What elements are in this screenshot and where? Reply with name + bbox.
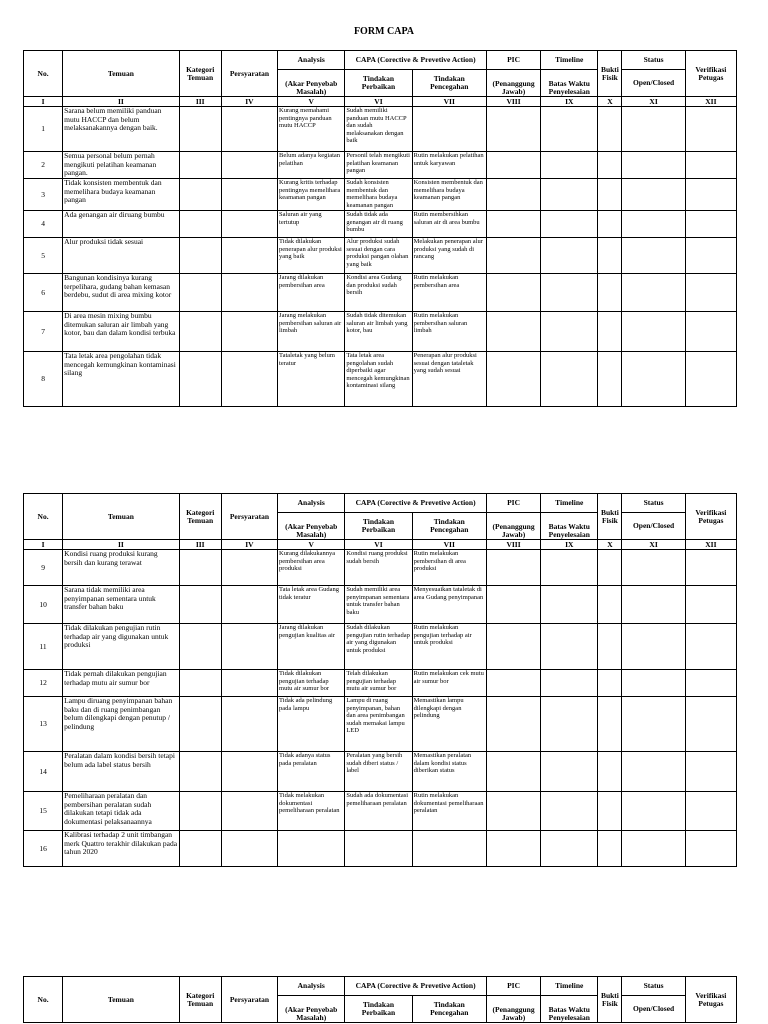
temuan-cell: Tidak konsisten membentuk dan memelihara budaya keamanan pangan — [63, 179, 179, 211]
bukti-fisik-cell — [598, 211, 622, 238]
column-number: VII — [412, 540, 486, 550]
bukti-fisik-cell — [598, 831, 622, 867]
header-verifikasi: Verifikasi Petugas — [685, 51, 736, 97]
status-cell — [622, 211, 685, 238]
roman-numeral-row — [24, 97, 737, 107]
tindakan-pencegahan-cell: Memastikan peralatan dalam kondisi status diberikan status — [412, 752, 486, 792]
header-tindakan-perbaikan: Tindakan Perbaikan — [345, 70, 412, 97]
pic-cell — [486, 211, 540, 238]
persyaratan-cell — [221, 274, 277, 312]
timeline-cell — [541, 107, 598, 152]
form-title: FORM CAPA — [353, 26, 415, 37]
temuan-cell: Tata letak area pengolahan tidak mencegah kemungkinan kontaminasi silang — [63, 352, 179, 407]
persyaratan-cell — [221, 312, 277, 352]
pic-cell — [486, 274, 540, 312]
timeline-cell — [541, 624, 598, 670]
column-number: XI — [622, 97, 685, 107]
row-number: 4 — [24, 211, 63, 238]
persyaratan-cell — [221, 586, 277, 624]
verifikasi-cell — [685, 550, 736, 586]
status-cell — [622, 312, 685, 352]
tindakan-perbaikan-cell: Alur produksi sudah sesuai dengan cara produksi pangan olahan yang baik — [345, 238, 412, 274]
header-tindakan-pencegahan: Tindakan Pencegahan — [412, 70, 486, 97]
header-status-sub: Open/Closed — [622, 70, 685, 97]
bukti-fisik-cell — [598, 792, 622, 831]
timeline-cell — [541, 792, 598, 831]
bukti-fisik-cell — [598, 312, 622, 352]
verifikasi-cell — [685, 792, 736, 831]
column-number: IX — [541, 97, 598, 107]
persyaratan-cell — [221, 238, 277, 274]
timeline-cell — [541, 238, 598, 274]
table-row — [24, 274, 737, 312]
persyaratan-cell — [221, 792, 277, 831]
header-status: Status — [622, 51, 685, 70]
row-number: 13 — [24, 697, 63, 752]
temuan-cell: Di area mesin mixing bumbu ditemukan saluran air limbah yang kotor, bau dan dalam kondisi terbuka — [63, 312, 179, 352]
table-row — [24, 312, 737, 352]
timeline-cell — [541, 550, 598, 586]
table-row — [24, 550, 737, 586]
tindakan-pencegahan-cell: Rutin melakukan pelatihan untuk karyawan — [412, 152, 486, 179]
row-number: 6 — [24, 274, 63, 312]
header-bukti-fisik: Bukti Fisik — [598, 494, 622, 540]
tindakan-pencegahan-cell: Menyesuaikan tataletak di area Gudang penyimpanan — [412, 586, 486, 624]
persyaratan-cell — [221, 752, 277, 792]
timeline-cell — [541, 211, 598, 238]
pic-cell — [486, 624, 540, 670]
tindakan-pencegahan-cell: Rutin melakukan pembersihan saluran limbah — [412, 312, 486, 352]
header-no: No. — [24, 977, 63, 1023]
persyaratan-cell — [221, 831, 277, 867]
temuan-cell: Bangunan kondisinya kurang terpelihara, gudang bahan kemasan berdebu, sudut di area mixing kotor — [63, 274, 179, 312]
pic-cell — [486, 179, 540, 211]
row-number: 7 — [24, 312, 63, 352]
header-tindakan-pencegahan: Tindakan Pencegahan — [412, 996, 486, 1023]
temuan-cell: Sarana belum memiliki panduan mutu HACCP dan belum melaksanakannya dengan baik. — [63, 107, 179, 152]
status-cell — [622, 550, 685, 586]
header-analysis-sub: (Akar Penyebab Masalah) — [278, 513, 345, 540]
status-cell — [622, 752, 685, 792]
verifikasi-cell — [685, 312, 736, 352]
tindakan-perbaikan-cell: Sudah memiliki area penyimpanan sementara untuk transfer bahan baku — [345, 586, 412, 624]
timeline-cell — [541, 352, 598, 407]
header-bukti-fisik: Bukti Fisik — [598, 51, 622, 97]
tindakan-perbaikan-cell: Peralatan yang bersih sudah diberi status / label — [345, 752, 412, 792]
tindakan-perbaikan-cell: Sudah dilakukan pengujian rutin terhadap air yang digunakan untuk produksi — [345, 624, 412, 670]
bukti-fisik-cell — [598, 550, 622, 586]
status-cell — [622, 831, 685, 867]
table-row — [24, 586, 737, 624]
tindakan-pencegahan-cell: Penerapan alur produksi sesuai dengan tataletak yang sudah sesuai — [412, 352, 486, 407]
column-number: V — [278, 540, 345, 550]
pic-cell — [486, 312, 540, 352]
timeline-cell — [541, 152, 598, 179]
header-timeline-sub: Batas Waktu Penyelesaian — [541, 996, 598, 1023]
verifikasi-cell — [685, 274, 736, 312]
analysis-cell: Belum adanya kegiatan pelatihan — [278, 152, 345, 179]
status-cell — [622, 179, 685, 211]
bukti-fisik-cell — [598, 238, 622, 274]
header-pic-sub: (Penanggung Jawab) — [486, 996, 540, 1023]
timeline-cell — [541, 831, 598, 867]
persyaratan-cell — [221, 352, 277, 407]
header-status: Status — [622, 977, 685, 996]
header-no: No. — [24, 51, 63, 97]
column-number: VII — [412, 97, 486, 107]
tindakan-pencegahan-cell: Memastikan lampu dilengkapi dengan pelindung — [412, 697, 486, 752]
kategori-cell — [179, 352, 221, 407]
kategori-cell — [179, 550, 221, 586]
tindakan-pencegahan-cell — [412, 831, 486, 867]
tindakan-pencegahan-cell: Rutin melakukan dokumentasi pemeliharaan peralatan — [412, 792, 486, 831]
column-number: I — [24, 97, 63, 107]
status-cell — [622, 274, 685, 312]
timeline-cell — [541, 670, 598, 697]
temuan-cell: Kondisi ruang produksi kurang bersih dan kurang terawat — [63, 550, 179, 586]
header-kategori: Kategori Temuan — [179, 977, 221, 1023]
header-analysis: Analysis — [278, 494, 345, 513]
analysis-cell: Tata letak area Gudang tidak teratur — [278, 586, 345, 624]
header-persyaratan: Persyaratan — [221, 977, 277, 1023]
bukti-fisik-cell — [598, 107, 622, 152]
capa-table — [23, 976, 737, 1023]
kategori-cell — [179, 624, 221, 670]
kategori-cell — [179, 274, 221, 312]
header-pic: PIC — [486, 51, 540, 70]
header-status-sub: Open/Closed — [622, 513, 685, 540]
tindakan-pencegahan-cell: Rutin membersihkan saluran air di area bumbu — [412, 211, 486, 238]
bukti-fisik-cell — [598, 670, 622, 697]
persyaratan-cell — [221, 697, 277, 752]
tindakan-perbaikan-cell: Kondisi ruang produksi sudah bersih — [345, 550, 412, 586]
roman-numeral-row — [24, 540, 737, 550]
bukti-fisik-cell — [598, 352, 622, 407]
table-row — [24, 179, 737, 211]
analysis-cell: Saluran air yang tertutup — [278, 211, 345, 238]
analysis-cell: Tidak dilakukan penerapan alur produksi yang baik — [278, 238, 345, 274]
column-number: III — [179, 97, 221, 107]
column-number: II — [63, 540, 179, 550]
column-number: V — [278, 97, 345, 107]
analysis-cell: Tidak melakukan dokumentasi pemeliharaan peralatan — [278, 792, 345, 831]
tindakan-perbaikan-cell: Sudah tidak ada genangan air di ruang bumbu — [345, 211, 412, 238]
verifikasi-cell — [685, 586, 736, 624]
analysis-cell: Tataletak yang belum teratur — [278, 352, 345, 407]
row-number: 10 — [24, 586, 63, 624]
bukti-fisik-cell — [598, 624, 622, 670]
persyaratan-cell — [221, 179, 277, 211]
header-persyaratan: Persyaratan — [221, 494, 277, 540]
row-number: 14 — [24, 752, 63, 792]
tindakan-perbaikan-cell: Sudah tidak ditemukan saluran air limbah yang kotor, bau — [345, 312, 412, 352]
table-row — [24, 211, 737, 238]
tindakan-perbaikan-cell: Sudah konsisten membentuk dan memelihara budaya keamanan pangan — [345, 179, 412, 211]
pic-cell — [486, 550, 540, 586]
row-number: 9 — [24, 550, 63, 586]
header-verifikasi: Verifikasi Petugas — [685, 494, 736, 540]
capa-table — [23, 50, 737, 407]
timeline-cell — [541, 179, 598, 211]
verifikasi-cell — [685, 238, 736, 274]
verifikasi-cell — [685, 352, 736, 407]
header-pic: PIC — [486, 977, 540, 996]
column-number: III — [179, 540, 221, 550]
bukti-fisik-cell — [598, 752, 622, 792]
tindakan-pencegahan-cell: Rutin melakukan pembersihan area — [412, 274, 486, 312]
column-number: XI — [622, 540, 685, 550]
verifikasi-cell — [685, 624, 736, 670]
kategori-cell — [179, 697, 221, 752]
status-cell — [622, 792, 685, 831]
column-number: VI — [345, 97, 412, 107]
tindakan-perbaikan-cell: Sudah ada dokumentasi pemeliharaan peralatan — [345, 792, 412, 831]
timeline-cell — [541, 697, 598, 752]
tindakan-perbaikan-cell: Sudah memiliki panduan mutu HACCP dan sudah melaksanakan dengan baik — [345, 107, 412, 152]
column-number: X — [598, 540, 622, 550]
tindakan-perbaikan-cell: Tata letak area pengolahan sudah diperbaiki agar mencegah kemungkinan kontaminasi silang — [345, 352, 412, 407]
tindakan-pencegahan-cell: Rutin melakukan pengujian terhadap air untuk produksi — [412, 624, 486, 670]
verifikasi-cell — [685, 697, 736, 752]
temuan-cell: Alur produksi tidak sesuai — [63, 238, 179, 274]
kategori-cell — [179, 792, 221, 831]
column-number: IX — [541, 540, 598, 550]
temuan-cell: Tidak dilakukan pengujian rutin terhadap air yang digunakan untuk produksi — [63, 624, 179, 670]
pic-cell — [486, 752, 540, 792]
column-number: XII — [685, 97, 736, 107]
column-number: II — [63, 97, 179, 107]
kategori-cell — [179, 179, 221, 211]
header-kategori: Kategori Temuan — [179, 494, 221, 540]
temuan-cell: Semua personal belum pernah mengikuti pelatihan keamanan pangan. — [63, 152, 179, 179]
verifikasi-cell — [685, 670, 736, 697]
header-tindakan-perbaikan: Tindakan Perbaikan — [345, 996, 412, 1023]
verifikasi-cell — [685, 831, 736, 867]
header-analysis: Analysis — [278, 977, 345, 996]
kategori-cell — [179, 586, 221, 624]
pic-cell — [486, 831, 540, 867]
timeline-cell — [541, 586, 598, 624]
analysis-cell: Jarang dilakukan pengujian kualitas air — [278, 624, 345, 670]
status-cell — [622, 586, 685, 624]
analysis-cell: Jarang dilakukan pembersihan area — [278, 274, 345, 312]
tindakan-pencegahan-cell: Konsisten membentuk dan memelihara budaya keamanan pangan — [412, 179, 486, 211]
tindakan-pencegahan-cell: Melakukan penerapan alur produksi yang sudah di rancang — [412, 238, 486, 274]
bukti-fisik-cell — [598, 179, 622, 211]
pic-cell — [486, 792, 540, 831]
pic-cell — [486, 697, 540, 752]
temuan-cell: Tidak pernah dilakukan pengujian terhadap mutu air sumur bor — [63, 670, 179, 697]
persyaratan-cell — [221, 670, 277, 697]
kategori-cell — [179, 670, 221, 697]
tindakan-pencegahan-cell: Rutin melakukan cek mutu air sumur bor — [412, 670, 486, 697]
row-number: 3 — [24, 179, 63, 211]
bukti-fisik-cell — [598, 697, 622, 752]
row-number: 5 — [24, 238, 63, 274]
verifikasi-cell — [685, 211, 736, 238]
tindakan-pencegahan-cell — [412, 107, 486, 152]
verifikasi-cell — [685, 179, 736, 211]
table-row — [24, 352, 737, 407]
table-row — [24, 792, 737, 831]
analysis-cell: Jarang melakukan pembersihan saluran air limbah — [278, 312, 345, 352]
analysis-cell: Kurang memahami pentingnya panduan mutu HACCP — [278, 107, 345, 152]
kategori-cell — [179, 211, 221, 238]
kategori-cell — [179, 107, 221, 152]
column-number: VIII — [486, 97, 540, 107]
timeline-cell — [541, 752, 598, 792]
temuan-cell: Pemeliharaan peralatan dan pembersihan peralatan sudah dilakukan tetapi tidak ada dokumentasi pelaksanaannya — [63, 792, 179, 831]
persyaratan-cell — [221, 152, 277, 179]
tindakan-perbaikan-cell: Kondisi area Gudang dan produksi sudah bersih — [345, 274, 412, 312]
status-cell — [622, 152, 685, 179]
header-temuan: Temuan — [63, 977, 179, 1023]
temuan-cell: Kalibrasi terhadap 2 unit timbangan merk Quattro terakhir dilakukan pada tahun 2020 — [63, 831, 179, 867]
header-persyaratan: Persyaratan — [221, 51, 277, 97]
header-tindakan-pencegahan: Tindakan Pencegahan — [412, 513, 486, 540]
kategori-cell — [179, 752, 221, 792]
table-row — [24, 670, 737, 697]
temuan-cell: Sarana tidak memiliki area penyimpanan sementara untuk transfer bahan baku — [63, 586, 179, 624]
header-analysis-sub: (Akar Penyebab Masalah) — [278, 996, 345, 1023]
tindakan-perbaikan-cell: Personil telah mengikuti pelatihan keamanan pangan — [345, 152, 412, 179]
table-row — [24, 238, 737, 274]
table-row — [24, 752, 737, 792]
table-row — [24, 107, 737, 152]
verifikasi-cell — [685, 107, 736, 152]
header-timeline: Timeline — [541, 977, 598, 996]
bukti-fisik-cell — [598, 586, 622, 624]
row-number: 16 — [24, 831, 63, 867]
kategori-cell — [179, 831, 221, 867]
table-row — [24, 624, 737, 670]
header-capa: CAPA (Corective & Prevetive Action) — [345, 51, 487, 70]
row-number: 11 — [24, 624, 63, 670]
capa-table — [23, 493, 737, 867]
header-verifikasi: Verifikasi Petugas — [685, 977, 736, 1023]
status-cell — [622, 107, 685, 152]
header-tindakan-perbaikan: Tindakan Perbaikan — [345, 513, 412, 540]
table-row — [24, 697, 737, 752]
header-timeline: Timeline — [541, 51, 598, 70]
header-pic: PIC — [486, 494, 540, 513]
header-no: No. — [24, 494, 63, 540]
tindakan-perbaikan-cell: Telah dilakukan pengujian terhadap mutu air sumur bor — [345, 670, 412, 697]
header-capa: CAPA (Corective & Prevetive Action) — [345, 977, 487, 996]
analysis-cell: Tidak ada pelindung pada lampu — [278, 697, 345, 752]
tindakan-pencegahan-cell: Rutin melakukan pembersihan di area produksi — [412, 550, 486, 586]
analysis-cell: Tidak dilakukan pengujian terhadap mutu air sumur bor — [278, 670, 345, 697]
bukti-fisik-cell — [598, 152, 622, 179]
header-analysis: Analysis — [278, 51, 345, 70]
header-pic-sub: (Penanggung Jawab) — [486, 70, 540, 97]
status-cell — [622, 624, 685, 670]
table-row — [24, 152, 737, 179]
persyaratan-cell — [221, 624, 277, 670]
pic-cell — [486, 586, 540, 624]
persyaratan-cell — [221, 211, 277, 238]
status-cell — [622, 697, 685, 752]
column-number: VIII — [486, 540, 540, 550]
column-number: X — [598, 97, 622, 107]
analysis-cell: Kurang dilakukannya pembersihan area produksi — [278, 550, 345, 586]
analysis-cell — [278, 831, 345, 867]
column-number: I — [24, 540, 63, 550]
timeline-cell — [541, 274, 598, 312]
kategori-cell — [179, 152, 221, 179]
header-kategori: Kategori Temuan — [179, 51, 221, 97]
header-timeline-sub: Batas Waktu Penyelesaian — [541, 70, 598, 97]
temuan-cell: Peralatan dalam kondisi bersih tetapi belum ada label status bersih — [63, 752, 179, 792]
row-number: 15 — [24, 792, 63, 831]
row-number: 1 — [24, 107, 63, 152]
tindakan-perbaikan-cell: Lampu di ruang penyimpanan, bahan dan area penimbangan sudah memakai lampu LED — [345, 697, 412, 752]
kategori-cell — [179, 312, 221, 352]
header-status: Status — [622, 494, 685, 513]
status-cell — [622, 238, 685, 274]
header-timeline-sub: Batas Waktu Penyelesaian — [541, 513, 598, 540]
column-number: VI — [345, 540, 412, 550]
row-number: 8 — [24, 352, 63, 407]
status-cell — [622, 670, 685, 697]
bukti-fisik-cell — [598, 274, 622, 312]
header-capa: CAPA (Corective & Prevetive Action) — [345, 494, 487, 513]
kategori-cell — [179, 238, 221, 274]
status-cell — [622, 352, 685, 407]
pic-cell — [486, 670, 540, 697]
pic-cell — [486, 352, 540, 407]
header-bukti-fisik: Bukti Fisik — [598, 977, 622, 1023]
header-status-sub: Open/Closed — [622, 996, 685, 1023]
pic-cell — [486, 238, 540, 274]
column-number: IV — [221, 97, 277, 107]
temuan-cell: Ada genangan air diruang bumbu — [63, 211, 179, 238]
header-analysis-sub: (Akar Penyebab Masalah) — [278, 70, 345, 97]
temuan-cell: Lampu diruang penyimpanan bahan baku dan di ruang penimbangan belum dilengkapi dengan penutup / pelindung — [63, 697, 179, 752]
header-timeline: Timeline — [541, 494, 598, 513]
column-number: IV — [221, 540, 277, 550]
row-number: 2 — [24, 152, 63, 179]
header-temuan: Temuan — [63, 494, 179, 540]
persyaratan-cell — [221, 550, 277, 586]
verifikasi-cell — [685, 152, 736, 179]
tindakan-perbaikan-cell — [345, 831, 412, 867]
pic-cell — [486, 107, 540, 152]
row-number: 12 — [24, 670, 63, 697]
header-temuan: Temuan — [63, 51, 179, 97]
verifikasi-cell — [685, 752, 736, 792]
timeline-cell — [541, 312, 598, 352]
analysis-cell: Kurang kritis terhadap pentingnya memelihara keamanan pangan — [278, 179, 345, 211]
analysis-cell: Tidak adanya status pada peralatan — [278, 752, 345, 792]
table-row — [24, 831, 737, 867]
persyaratan-cell — [221, 107, 277, 152]
pic-cell — [486, 152, 540, 179]
header-pic-sub: (Penanggung Jawab) — [486, 513, 540, 540]
column-number: XII — [685, 540, 736, 550]
